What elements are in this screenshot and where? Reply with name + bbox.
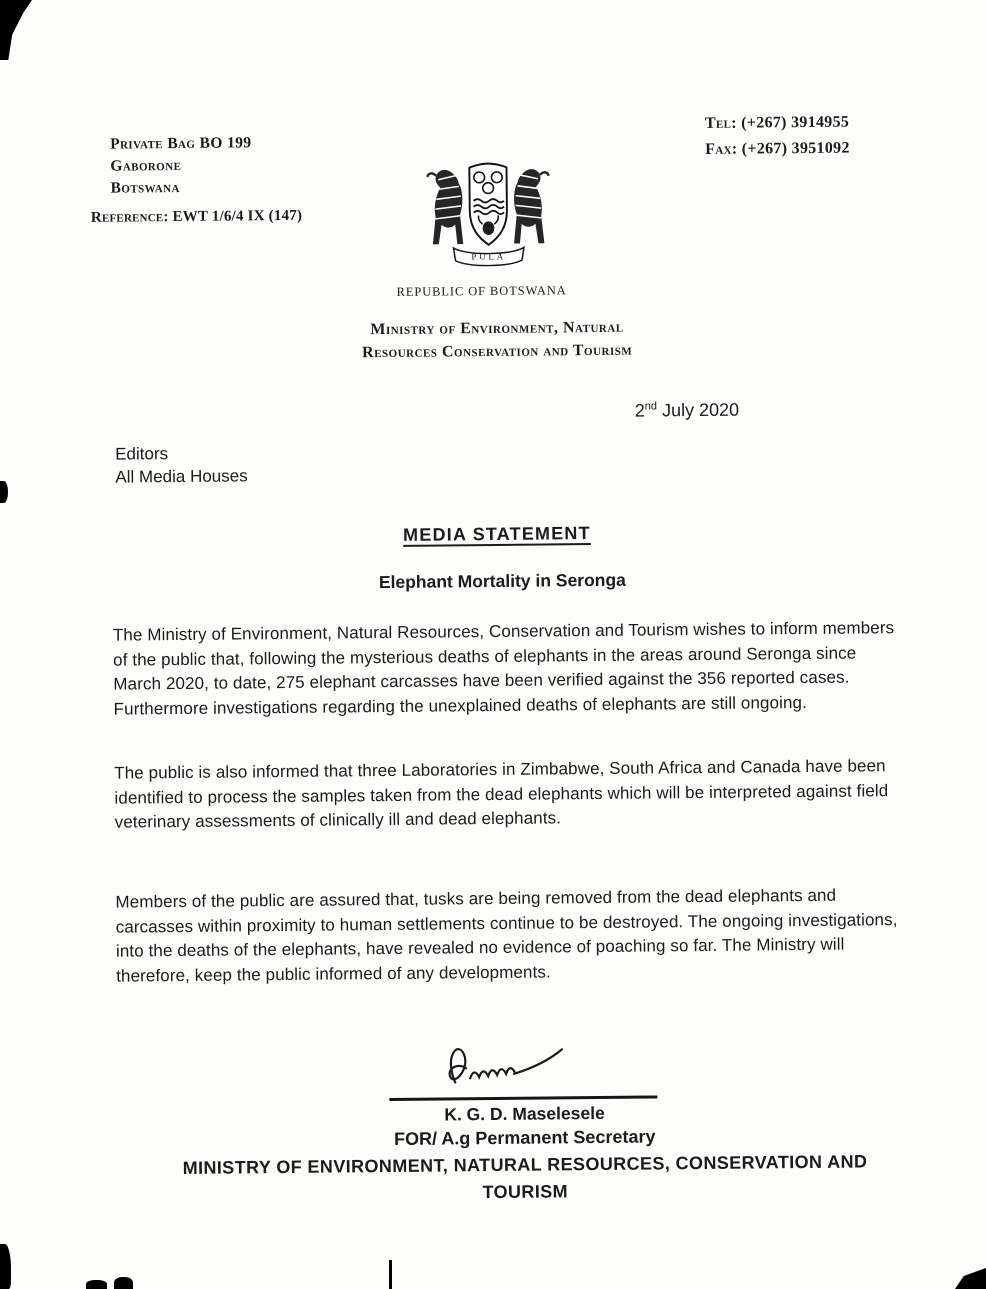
statement-title: MEDIA STATEMENT [403,523,591,545]
scan-artifact-bottom-line [389,1260,392,1289]
statement-paragraph-2: The public is also informed that three Laboratories in Zimbabwe, South Africa and Canada have been identified to process the samples taken from the dead elephants which will be interpreted against field veterinary assessments of clinically ill and dead elephants. [114,756,889,832]
signatory-ministry [115,1148,935,1210]
handwritten-signature [392,1034,663,1102]
statement-subtitle: Elephant Mortality in Seronga [378,569,626,593]
zebra-left-icon [427,170,463,245]
address-line-3: Botswana [110,178,180,197]
statement-paragraph-3: Members of the public are assured that, tusks are being removed from the dead elephants and carcasses within proximity to human settlements continue to be destroyed. The ongoing investigations, into the deaths of the elephants, have revealed no evidence of poaching so far. The Ministry will therefore, keep the public informed of any developments. [115,885,898,986]
scan-artifact-bottom-1 [86,1280,107,1289]
fax-line: Fax: (+267) 3951092 [705,139,850,158]
statement-paragraph-1: The Ministry of Environment, Natural Resources, Conservation and Tourism wishes to inform members of the public that, following the mysterious deaths of elephants in the areas around Seronga since March 2020, to date, 275 elephant carcasses have been verified against the 356 reported cases. Furthermore investigations regarding the unexplained deaths of elephants are still ongoing. [112,618,895,719]
signatory-ministry-line-1: MINISTRY OF ENVIRONMENT, NATURAL RESOURCES, CONSERVATION AND [182,1151,868,1179]
signatory-name: K. G. D. Maselesele [444,1102,605,1125]
recipient-line-2: All Media Houses [115,466,248,487]
tel-line: Tel: (+267) 3914955 [704,113,850,132]
sender-address-block [110,132,252,199]
signatory-ministry-line-2: TOURISM [482,1181,569,1203]
date-ordinal: nd [644,400,658,413]
reference-line: Reference: EWT 1/6/4 IX (147) [90,207,303,226]
scan-artifact-bottom-2 [114,1277,133,1289]
scan-artifact-left-middle [0,481,8,503]
signatory-role: FOR/ A.g Permanent Secretary [393,1126,656,1149]
ministry-letterhead-line-2: Resources Conservation and Tourism [362,341,633,362]
zebra-right-icon [513,169,549,244]
scan-artifact-left-bottom [0,1244,11,1289]
address-line-1: Private Bag BO 199 [110,134,252,153]
contact-block [705,110,850,163]
republic-caption: REPUBLIC OF BOTSWANA [396,283,567,299]
recipient-line-1: Editors [115,444,169,464]
botswana-coat-of-arms-icon [419,145,557,278]
date-line [635,400,740,422]
ministry-letterhead [257,315,737,366]
address-line-2: Gaborone [110,156,182,175]
emblem-motto: PULA [471,251,507,262]
date-day: 2 [634,400,645,421]
ministry-letterhead-line-1: Ministry of Environment, Natural [370,318,624,339]
date-rest: July 2020 [656,399,740,421]
recipient-block [115,441,248,488]
